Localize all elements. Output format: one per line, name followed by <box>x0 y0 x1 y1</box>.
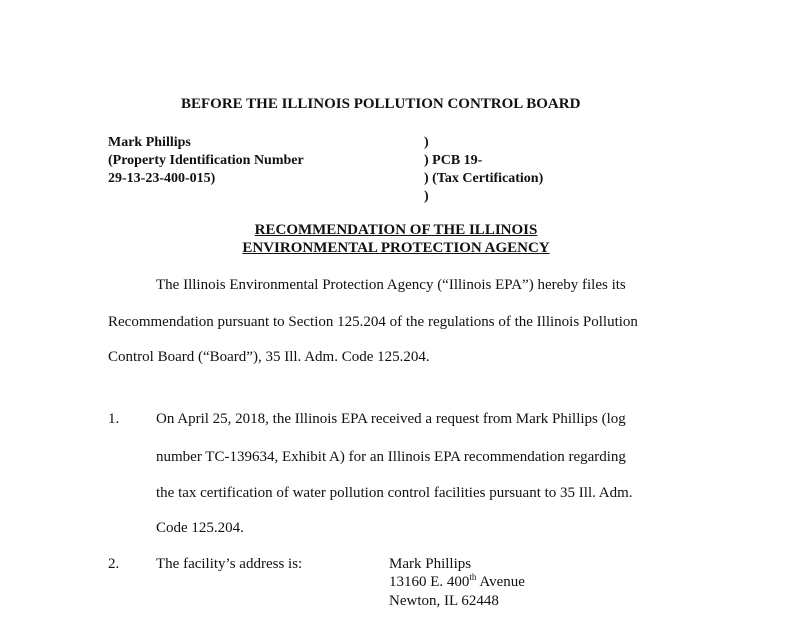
facility-street-name: Avenue <box>476 574 525 590</box>
intro-line-2: Recommendation pursuant to Section 125.204 of the regulations of the Illinois Pollution <box>108 314 638 330</box>
caption-left-line-2: (Property Identification Number <box>108 153 304 168</box>
caption-right-line-3: ) (Tax Certification) <box>424 171 544 186</box>
item-2-label: The facility’s address is: <box>156 556 303 572</box>
caption-right-line-4: ) <box>424 189 429 204</box>
facility-street-number: 13160 E. 400 <box>389 574 470 590</box>
recommendation-heading-line-1: RECOMMENDATION OF THE ILLINOIS <box>254 222 538 238</box>
item-2-number: 2. <box>108 556 120 572</box>
item-1-number: 1. <box>108 411 120 427</box>
facility-city: Newton, IL 62448 <box>389 593 499 609</box>
board-title: BEFORE THE ILLINOIS POLLUTION CONTROL BOARD <box>181 96 581 112</box>
facility-name: Mark Phillips <box>389 556 472 572</box>
facility-street-ordinal: th <box>469 572 477 582</box>
intro-line-3: Control Board (“Board”), 35 Ill. Adm. Code 125.204. <box>108 349 430 365</box>
item-1-line-3: the tax certification of water pollution control facilities pursuant to 35 Ill. Adm. <box>156 485 633 501</box>
item-1-line-2: number TC-139634, Exhibit A) for an Illinois EPA recommendation regarding <box>156 449 626 465</box>
caption-right-line-2: ) PCB 19- <box>424 153 483 168</box>
item-1-line-1: On April 25, 2018, the Illinois EPA received a request from Mark Phillips (log <box>156 411 626 427</box>
facility-street <box>389 574 525 591</box>
recommendation-heading-line-2: ENVIRONMENTAL PROTECTION AGENCY <box>242 240 550 256</box>
intro-line-1: The Illinois Environmental Protection Agency (“Illinois EPA”) hereby files its <box>156 277 626 293</box>
caption-left-line-3: 29-13-23-400-015) <box>108 171 216 186</box>
item-1-line-4: Code 125.204. <box>156 520 244 536</box>
caption-right-line-1: ) <box>424 135 429 150</box>
caption-left-line-1: Mark Phillips <box>108 135 191 150</box>
